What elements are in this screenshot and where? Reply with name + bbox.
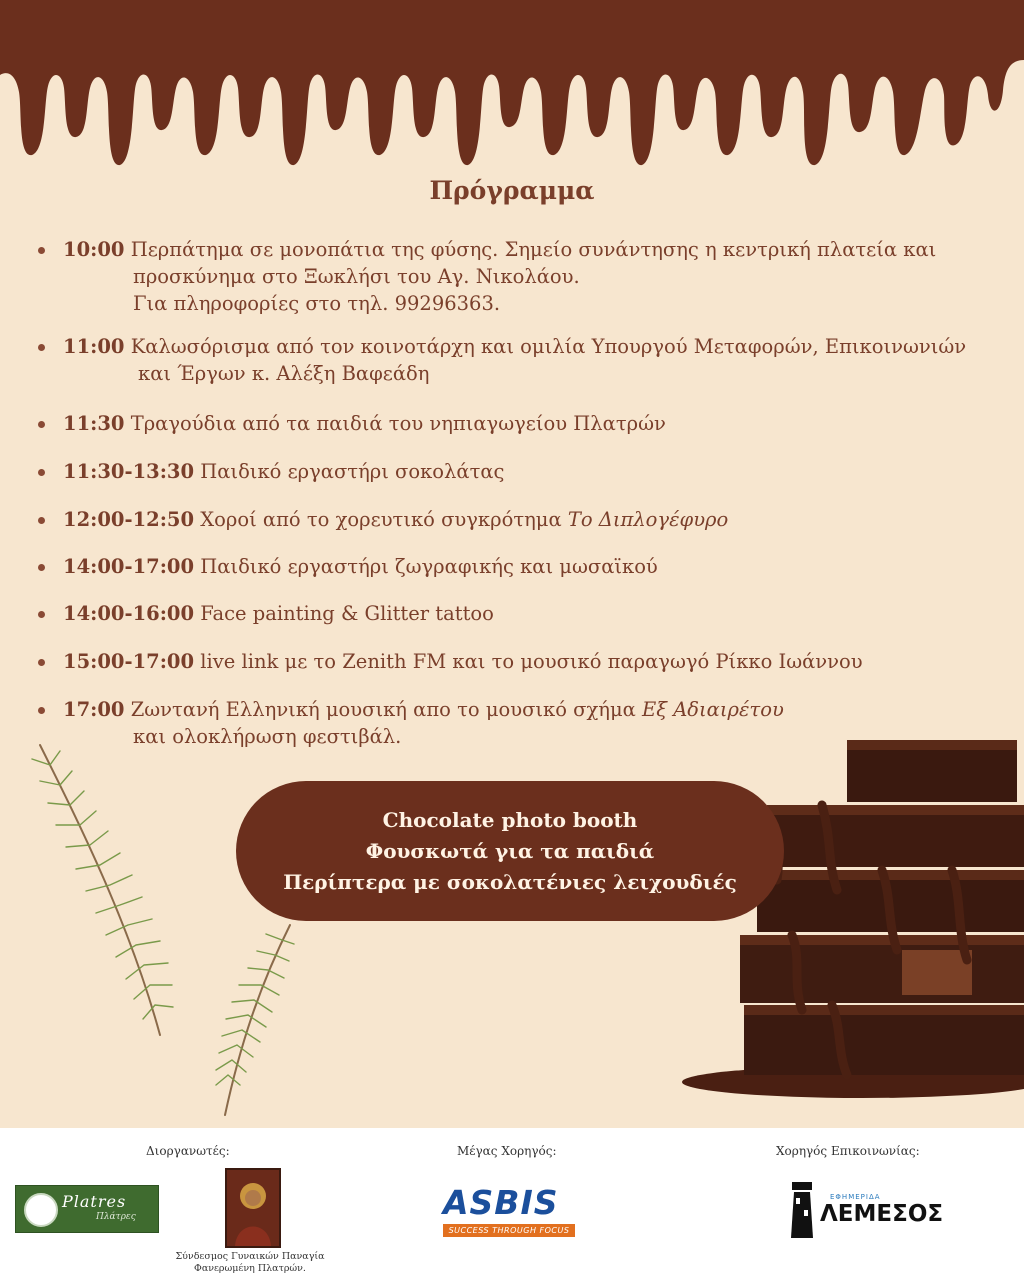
schedule-desc-cont: προσκύνημα στο Ξωκλήσι του Αγ. Νικολάου. (133, 265, 580, 288)
program-title: Πρόγραμμα (429, 176, 595, 205)
schedule-time: 10:00 (63, 238, 125, 261)
asbis-tagline: SUCCESS THROUGH FOCUS (443, 1224, 575, 1237)
bullet-icon (38, 517, 45, 524)
bullet-icon (38, 469, 45, 476)
association-name: Σύνδεσμος Γυναικών Παναγία Φανερωμένη Πλατρών. (175, 1251, 325, 1274)
bullet-icon (38, 564, 45, 571)
lemesos-small-text: ΕΦΗΜΕΡΙΔΑ (830, 1193, 881, 1201)
schedule-desc-cont: και Έργων κ. Αλέξη Βαφεάδη (138, 362, 430, 385)
schedule-desc: Χοροί από το χορευτικό συγκρότημα (200, 508, 568, 531)
bullet-icon (38, 247, 45, 254)
sponsors-footer (0, 1128, 1024, 1281)
schedule-desc: Τραγούδια από τα παιδιά του νηπιαγωγείου Πλατρών (130, 412, 666, 435)
bullet-icon (38, 659, 45, 666)
platres-logo-sub: Πλάτρες (96, 1212, 136, 1222)
schedule-desc-em: Εξ Αδιαιρέτου (642, 698, 784, 721)
schedule-time: 17:00 (63, 698, 125, 721)
schedule-desc: Παιδικό εργαστήρι σοκολάτας (200, 460, 505, 483)
highlight-item: Φουσκωτά για τα παιδιά (365, 838, 655, 863)
organizers-label: Διοργανωτές: (146, 1144, 230, 1158)
highlight-item: Περίπτερα με σοκολατένιες λειχουδιές (283, 869, 737, 894)
schedule-time: 14:00-17:00 (63, 555, 195, 578)
asbis-logo (443, 1183, 588, 1237)
asbis-logo-text: ASBIS (443, 1183, 559, 1222)
schedule-desc-em: Το Διπλογέφυρο (567, 508, 729, 531)
lighthouse-icon (786, 1180, 818, 1240)
highlight-item: Chocolate photo booth (382, 807, 638, 832)
media-sponsor-label: Χορηγός Επικοινωνίας: (776, 1144, 920, 1158)
schedule-time: 11:00 (63, 335, 125, 358)
schedule-time: 12:00-12:50 (63, 508, 195, 531)
schedule-desc-cont: Για πληροφορίες στο τηλ. 99296363. (133, 292, 501, 315)
platres-emblem-icon (24, 1193, 58, 1227)
schedule-time: 11:30-13:30 (63, 460, 195, 483)
schedule-desc: Καλωσόρισμα από τον κοινοτάρχη και ομιλία Υπουργού Μεταφορών, Επικοινωνιών (130, 335, 967, 358)
bullet-icon (38, 344, 45, 351)
platres-logo (15, 1185, 159, 1233)
bullet-icon (38, 707, 45, 714)
lemesos-logo-text: ΛΕΜΕΣΟΣ (820, 1201, 944, 1227)
platres-logo-text: Platres (62, 1192, 127, 1211)
lemesos-logo (786, 1180, 944, 1240)
chocolate-drip-decoration (0, 0, 1024, 175)
schedule-time: 15:00-17:00 (63, 650, 195, 673)
bullet-icon (38, 421, 45, 428)
schedule-desc-cont: και ολοκλήρωση φεστιβάλ. (133, 725, 402, 748)
schedule-desc: Ζωντανή Ελληνική μουσική απο το μουσικό σχήμα (130, 698, 643, 721)
schedule-desc: live link με το Zenith FM και το μουσικό παραγωγό Ρίκκο Ιωάννου (200, 650, 863, 673)
schedule-desc: Face painting & Glitter tattoo (200, 602, 494, 625)
religious-icon-image (225, 1168, 281, 1248)
highlights-banner (236, 781, 784, 921)
schedule-time: 14:00-16:00 (63, 602, 195, 625)
main-sponsor-label: Μέγας Χορηγός: (457, 1144, 557, 1158)
schedule-time: 11:30 (63, 412, 125, 435)
schedule-desc: Παιδικό εργαστήρι ζωγραφικής και μωσαϊκού (200, 555, 658, 578)
schedule-desc: Περπάτημα σε μονοπάτια της φύσης. Σημείο συνάντησης η κεντρική πλατεία και (130, 238, 937, 261)
bullet-icon (38, 611, 45, 618)
